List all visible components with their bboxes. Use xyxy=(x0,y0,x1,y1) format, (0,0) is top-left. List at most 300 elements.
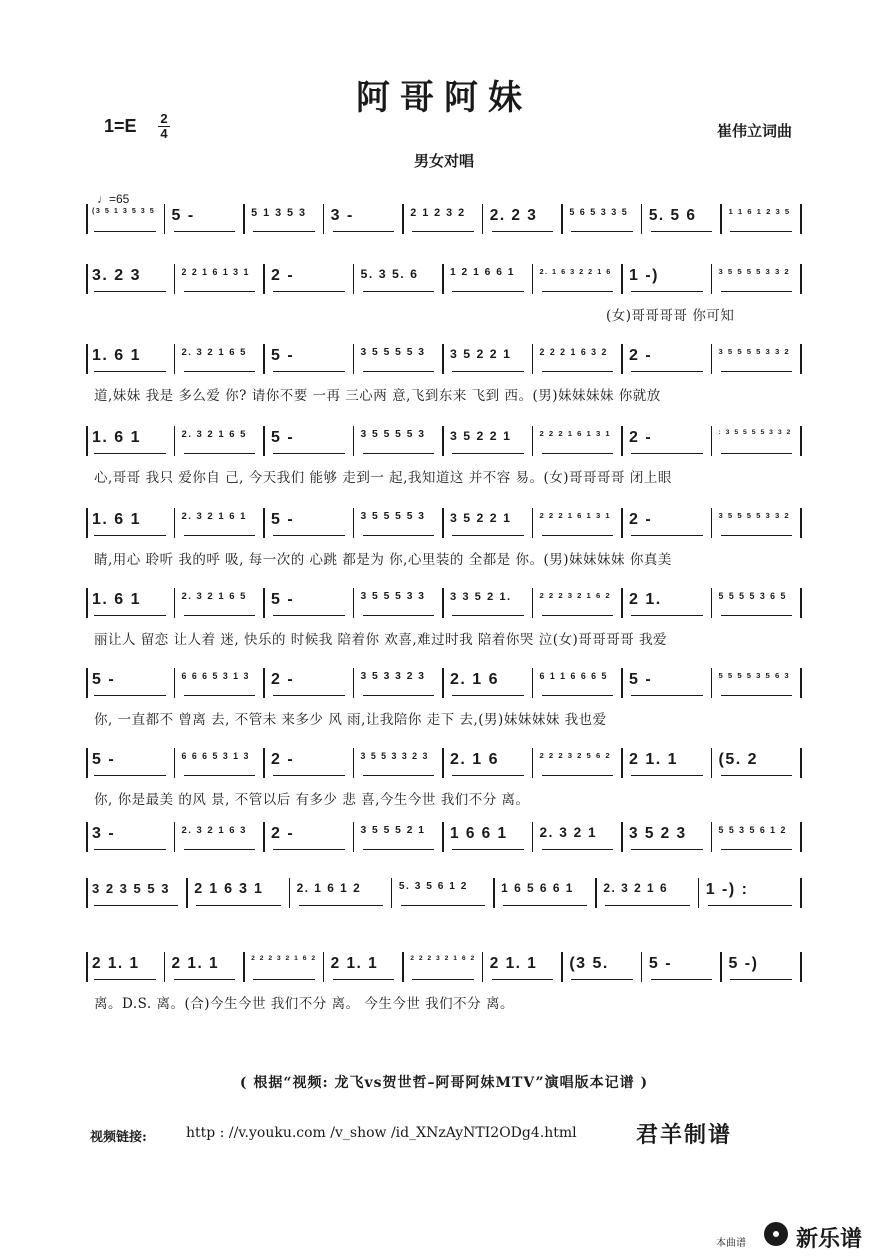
bar-line xyxy=(532,426,534,456)
bar-line xyxy=(263,508,265,538)
measure-notes: 2. 1 6 3 2 2 1 6 xyxy=(539,267,612,276)
bar-line xyxy=(353,508,355,538)
bar-line xyxy=(493,878,495,908)
measure-notes: 5 - xyxy=(629,671,653,688)
time-signature xyxy=(158,113,170,140)
measure-notes: 2 1. 1 xyxy=(629,751,679,768)
bar-line xyxy=(323,952,325,982)
bar-line xyxy=(720,952,722,982)
bar-line xyxy=(800,878,802,908)
bar-line xyxy=(174,426,176,456)
beat-underline xyxy=(542,371,614,372)
beat-underline xyxy=(492,231,554,232)
bar-line xyxy=(323,204,325,234)
bar-line xyxy=(621,264,623,294)
bar-line xyxy=(621,426,623,456)
bar-line xyxy=(800,822,802,852)
score-row xyxy=(86,748,802,818)
measure-notes: 3 3 5 2 1. xyxy=(450,591,512,603)
measure-notes: 3 5 2 3 xyxy=(629,825,687,842)
beat-underline xyxy=(253,231,315,232)
score-row xyxy=(86,588,802,658)
beat-underline xyxy=(273,695,345,696)
beat-underline xyxy=(94,615,166,616)
bar-line xyxy=(595,878,597,908)
bar-line xyxy=(174,508,176,538)
measure-notes: 5 5 3 5 6 1 2 xyxy=(718,825,787,835)
time-signature-bottom: 4 xyxy=(160,126,168,141)
beat-underline xyxy=(253,979,315,980)
measure-notes: (5. 2 xyxy=(718,751,759,768)
beat-underline xyxy=(196,905,280,906)
bar-line xyxy=(86,264,88,294)
bar-line xyxy=(442,822,444,852)
bar-line xyxy=(164,204,166,234)
bar-line xyxy=(711,344,713,374)
beat-underline xyxy=(184,695,256,696)
beat-underline xyxy=(605,905,689,906)
bar-line xyxy=(86,508,88,538)
bar-line xyxy=(711,508,713,538)
beat-underline xyxy=(542,775,614,776)
bar-line xyxy=(800,344,802,374)
beat-underline xyxy=(363,453,435,454)
beat-underline xyxy=(651,231,713,232)
beat-underline xyxy=(492,979,554,980)
bar-line xyxy=(800,204,802,234)
measure-notes: 3 5 5 5 5 3 3 2 xyxy=(718,347,791,356)
measure-notes: (3 5 1 3 5 3 5 xyxy=(92,207,156,215)
measure-notes: 2 - xyxy=(629,511,653,528)
beat-underline xyxy=(94,775,166,776)
beat-underline xyxy=(542,695,614,696)
bar-line xyxy=(532,344,534,374)
measure-notes: 3 5 2 2 1 xyxy=(450,511,512,525)
bar-line xyxy=(532,822,534,852)
measure-notes: 3 5 2 2 1 xyxy=(450,429,512,443)
measure-notes: 2 - xyxy=(271,267,295,284)
bar-line xyxy=(243,952,245,982)
beat-underline xyxy=(184,775,256,776)
beat-underline xyxy=(721,849,793,850)
lyric-line: 睛,用心 聆听 我的呼 吸, 每一次的 心跳 都是为 你,心里装的 全都是 你。(男)妹妹妹妹 你真美 xyxy=(94,552,672,568)
measure-notes: 3. 2 3 xyxy=(92,267,142,284)
bar-line xyxy=(263,822,265,852)
measure-notes: 2 2 2 3 2 1 6 2 xyxy=(539,591,612,600)
source-label: 本曲谱 xyxy=(716,1238,746,1249)
measure-notes: 2 2 2 3 2 5 6 2 xyxy=(539,751,612,760)
measure-notes: 6 6 6 5 3 1 3 xyxy=(181,671,250,681)
bar-line xyxy=(698,878,700,908)
bar-line xyxy=(800,748,802,778)
bar-line xyxy=(561,952,563,982)
measure-notes: 6 1 1 6 6 6 5 xyxy=(539,671,608,681)
measure-notes: 2. 3 2 1 6 xyxy=(603,881,669,895)
measure-notes: 5 1 3 5 3 xyxy=(251,207,307,219)
lyric-line: 心,哥哥 我只 爱你自 己, 今天我们 能够 走到一 起,我知道这 并不容 易。(女)哥哥哥哥 闭上眼 xyxy=(94,470,672,486)
bar-line xyxy=(532,588,534,618)
measure-notes: 2 2 2 1 6 1 3 1 xyxy=(539,429,612,438)
score-row xyxy=(86,668,802,738)
measure-notes: 2. 3 2 1 6 1 xyxy=(181,511,247,522)
bar-line xyxy=(263,588,265,618)
bar-line xyxy=(86,952,88,982)
measure-notes: 1. 6 1 xyxy=(92,591,142,608)
beat-underline xyxy=(542,535,614,536)
beat-underline xyxy=(94,291,166,292)
time-signature-top: 2 xyxy=(160,111,168,126)
beat-underline xyxy=(721,371,793,372)
bar-line xyxy=(800,508,802,538)
measure-notes: 5. 3 5 6 1 2 xyxy=(398,881,468,892)
video-link-label: 视频链接: xyxy=(90,1130,147,1145)
measure-notes: 1. 6 1 xyxy=(92,429,142,446)
bar-line xyxy=(711,822,713,852)
beat-underline xyxy=(94,371,166,372)
measure-notes: 1 6 6 1 xyxy=(450,825,508,842)
beat-underline xyxy=(363,849,435,850)
bar-line xyxy=(800,264,802,294)
bar-line xyxy=(174,748,176,778)
measure-notes: 3 5 5 5 5 3 3 2 xyxy=(718,267,791,276)
measure-notes: 2. 3 2 1 6 3 xyxy=(181,825,247,836)
measure-notes: 2 1. 1 xyxy=(171,955,220,972)
measure-notes: 2. 1 6 1 2 xyxy=(296,881,362,895)
bar-line xyxy=(482,952,484,982)
beat-underline xyxy=(542,453,614,454)
beat-underline xyxy=(631,535,703,536)
beat-underline xyxy=(401,905,485,906)
bar-line xyxy=(442,668,444,698)
beat-underline xyxy=(452,849,524,850)
beat-underline xyxy=(273,371,345,372)
measure-notes: 2 - xyxy=(271,671,295,688)
beat-underline xyxy=(452,371,524,372)
bar-line xyxy=(263,748,265,778)
measure-notes: 3 5 3 3 2 3 xyxy=(360,671,426,682)
source-note: ( 根据“视频: 龙飞vs贺世哲–阿哥阿妹MTV”演唱版本记谱 ) xyxy=(239,1075,649,1091)
bar-line xyxy=(391,878,393,908)
bar-line xyxy=(711,426,713,456)
bar-line xyxy=(86,878,88,908)
score-row xyxy=(86,344,802,414)
bar-line xyxy=(641,952,643,982)
bar-line xyxy=(442,426,444,456)
beat-underline xyxy=(452,535,524,536)
bar-line xyxy=(621,508,623,538)
beat-underline xyxy=(174,231,236,232)
bar-line xyxy=(561,204,563,234)
measure-notes: 3 5 5 3 3 2 3 xyxy=(360,751,429,761)
beat-underline xyxy=(273,775,345,776)
bar-line xyxy=(621,748,623,778)
bar-line xyxy=(711,264,713,294)
beat-underline xyxy=(363,291,435,292)
beat-underline xyxy=(730,231,792,232)
beat-underline xyxy=(273,849,345,850)
beat-underline xyxy=(94,905,178,906)
bar-line xyxy=(442,588,444,618)
measure-notes: 3 5 2 2 1 xyxy=(450,347,512,361)
beat-underline xyxy=(184,291,256,292)
bar-line xyxy=(174,344,176,374)
measure-notes: 2 2 2 3 2 1 6 2 xyxy=(251,955,317,962)
measure-notes: 2. 3 2 1 6 5 xyxy=(181,591,247,602)
bar-line xyxy=(263,668,265,698)
bar-line xyxy=(402,204,404,234)
measure-notes: 2 2 1 6 1 3 1 xyxy=(181,267,250,277)
beat-underline xyxy=(651,979,713,980)
bar-line xyxy=(353,668,355,698)
beat-underline xyxy=(631,775,703,776)
measure-notes: 5 - xyxy=(171,207,195,224)
bar-line xyxy=(532,508,534,538)
beat-underline xyxy=(571,979,633,980)
measure-notes: 2 - xyxy=(629,347,653,364)
bar-line xyxy=(532,264,534,294)
measure-notes: 1 6 5 6 6 1 xyxy=(501,881,574,895)
beat-underline xyxy=(363,371,435,372)
bar-line xyxy=(800,588,802,618)
measure-notes: 2. 1 6 xyxy=(450,751,500,768)
brand-logo: 新乐谱 xyxy=(796,1226,863,1251)
bar-line xyxy=(353,426,355,456)
beat-underline xyxy=(94,979,156,980)
beat-underline xyxy=(184,535,256,536)
measure-notes: 2 - xyxy=(271,751,295,768)
measure-notes: 6 6 6 5 3 1 3 xyxy=(181,751,250,761)
beat-underline xyxy=(363,775,435,776)
measure-notes: 2 - xyxy=(629,429,653,446)
beat-underline xyxy=(94,453,166,454)
measure-notes: 1. 6 1 xyxy=(92,347,142,364)
beat-underline xyxy=(721,291,793,292)
bar-line xyxy=(442,508,444,538)
key-signature: 1=E xyxy=(104,116,137,136)
measure-notes: 3 5 5 5 5 3 xyxy=(360,347,426,358)
measure-notes: 1. 6 1 xyxy=(92,511,142,528)
score-title: 阿哥阿妹 xyxy=(356,78,532,118)
beat-underline xyxy=(542,615,614,616)
score-row xyxy=(86,264,802,334)
bar-line xyxy=(402,952,404,982)
measure-notes: 2. 1 6 xyxy=(450,671,500,688)
bar-line xyxy=(353,264,355,294)
bar-line xyxy=(711,748,713,778)
measure-notes: 2 1. 1 xyxy=(489,955,538,972)
measure-notes: 2 2 2 1 6 3 2 xyxy=(539,347,608,357)
measure-notes: : 3 5 5 5 5 3 3 2 xyxy=(718,429,792,436)
bar-line xyxy=(532,668,534,698)
bar-line xyxy=(174,668,176,698)
bar-line xyxy=(353,588,355,618)
measure-notes: 2 2 2 1 6 1 3 1 xyxy=(539,511,612,520)
beat-underline xyxy=(333,231,395,232)
beat-underline xyxy=(730,979,792,980)
bar-line xyxy=(800,952,802,982)
measure-notes: 1 1 6 1 2 3 5 xyxy=(728,207,791,216)
beat-underline xyxy=(273,535,345,536)
beat-underline xyxy=(503,905,587,906)
beat-underline xyxy=(184,849,256,850)
beat-underline xyxy=(631,453,703,454)
measure-notes: 5 - xyxy=(92,751,116,768)
beat-underline xyxy=(273,291,345,292)
bar-line xyxy=(641,204,643,234)
beat-underline xyxy=(571,231,633,232)
bar-line xyxy=(174,822,176,852)
bar-line xyxy=(174,588,176,618)
beat-underline xyxy=(363,695,435,696)
bar-line xyxy=(442,748,444,778)
measure-notes: 3 - xyxy=(92,825,116,842)
measure-notes: 1 2 1 6 6 1 xyxy=(450,267,515,278)
bar-line xyxy=(800,426,802,456)
performance-note: 男女对唱 xyxy=(413,152,474,170)
beat-underline xyxy=(452,291,524,292)
bar-line xyxy=(243,204,245,234)
bar-line xyxy=(263,344,265,374)
bar-line xyxy=(800,668,802,698)
measure-notes: 3 5 5 5 5 3 3 2 xyxy=(718,511,791,520)
beat-underline xyxy=(542,291,614,292)
beat-underline xyxy=(631,371,703,372)
lyric-line: 丽让人 留恋 让人着 迷, 快乐的 时候我 陪着你 欢喜,难过时我 陪着你哭 泣(女)哥哥哥哥 我爱 xyxy=(94,632,668,648)
measure-notes: 5 - xyxy=(271,591,295,608)
measure-notes: 3 2 3 5 5 3 xyxy=(92,881,170,896)
measure-notes: 5 5 5 5 3 6 5 xyxy=(718,591,787,601)
measure-notes: 2. 3 2 1 xyxy=(539,825,598,840)
measure-notes: 3 5 5 5 5 3 xyxy=(360,429,426,440)
measure-notes: (3 5. xyxy=(569,955,609,972)
beat-underline xyxy=(184,615,256,616)
bar-line xyxy=(621,822,623,852)
transcriber-seal: 君羊制谱 xyxy=(636,1122,733,1148)
bar-line xyxy=(86,204,88,234)
beat-underline xyxy=(273,453,345,454)
bar-line xyxy=(263,426,265,456)
bar-line xyxy=(442,264,444,294)
lyric-line: 你, 你是最美 的风 景, 不管以后 有多少 悲 喜,今生今世 我们不分 离。 xyxy=(94,792,530,808)
beat-underline xyxy=(631,695,703,696)
measure-notes: 3 5 5 5 2 1 xyxy=(360,825,426,836)
bar-line xyxy=(174,264,176,294)
measure-notes: 2 1. 1 xyxy=(330,955,379,972)
composer-credit: 崔伟立词曲 xyxy=(716,122,792,140)
measure-notes: 2 1. 1 xyxy=(92,955,140,972)
tempo-mark: ♩=65 xyxy=(97,192,130,206)
beat-underline xyxy=(412,979,474,980)
record-disc-icon xyxy=(764,1222,788,1246)
measure-notes: 2 - xyxy=(271,825,295,842)
beat-underline xyxy=(542,849,614,850)
bar-line xyxy=(621,668,623,698)
beat-underline xyxy=(452,453,524,454)
beat-underline xyxy=(363,615,435,616)
score-row xyxy=(86,508,802,578)
measure-notes: 5 6 5 3 3 5 xyxy=(569,207,629,217)
measure-notes: 5. 5 6 xyxy=(648,207,697,224)
bar-line xyxy=(442,344,444,374)
bar-line xyxy=(86,588,88,618)
beat-underline xyxy=(721,453,793,454)
score-row xyxy=(86,878,802,948)
measure-notes: 5 - xyxy=(648,955,673,972)
beat-underline xyxy=(452,775,524,776)
bar-line xyxy=(353,344,355,374)
beat-underline xyxy=(94,231,156,232)
beat-underline xyxy=(412,231,474,232)
beat-underline xyxy=(333,979,395,980)
beat-underline xyxy=(94,695,166,696)
measure-notes: 5 - xyxy=(271,347,295,364)
beat-underline xyxy=(631,291,703,292)
beat-underline xyxy=(184,371,256,372)
measure-notes: 5 - xyxy=(271,429,295,446)
bar-line xyxy=(86,748,88,778)
video-link[interactable]: http : //v.youku.com /v_show /id_XNzAyNTI2ODg4.html xyxy=(186,1125,577,1141)
bar-line xyxy=(164,952,166,982)
beat-underline xyxy=(721,775,793,776)
beat-underline xyxy=(708,905,792,906)
beat-underline xyxy=(363,535,435,536)
measure-notes: 2. 3 2 1 6 5 xyxy=(181,429,247,440)
measure-notes: 2. 2 3 xyxy=(489,207,538,224)
beat-underline xyxy=(631,615,703,616)
measure-notes: 1 -) xyxy=(629,267,659,284)
measure-notes: 1 -) : xyxy=(705,881,749,898)
bar-line xyxy=(353,822,355,852)
bar-line xyxy=(186,878,188,908)
bar-line xyxy=(621,344,623,374)
measure-notes: 2 1 6 3 1 xyxy=(194,881,264,897)
bar-line xyxy=(263,264,265,294)
beat-underline xyxy=(721,695,793,696)
beat-underline xyxy=(184,453,256,454)
bar-line xyxy=(711,588,713,618)
beat-underline xyxy=(721,535,793,536)
measure-notes: 2 2 2 3 2 1 6 2 xyxy=(410,955,476,962)
bar-line xyxy=(289,878,291,908)
measure-notes: 5 - xyxy=(92,671,116,688)
measure-notes: 3 5 5 5 5 3 xyxy=(360,511,426,522)
bar-line xyxy=(86,668,88,698)
measure-notes: 2. 3 2 1 6 5 xyxy=(181,347,247,358)
measure-notes: 3 5 5 5 3 3 xyxy=(360,591,426,602)
bar-line xyxy=(532,748,534,778)
bar-line xyxy=(621,588,623,618)
bar-line xyxy=(353,748,355,778)
measure-notes: 5 - xyxy=(271,511,295,528)
beat-underline xyxy=(721,615,793,616)
measure-notes: 2 1 2 3 2 xyxy=(410,207,466,219)
beat-underline xyxy=(299,905,383,906)
measure-notes: 5 5 5 5 3 5 6 3 xyxy=(718,671,791,680)
measure-notes: 5. 3 5. 6 xyxy=(360,267,419,281)
lyric-line: 离。D.S. 离。(合)今生今世 我们不分 离。 今生今世 我们不分 离。 xyxy=(94,996,514,1012)
bar-line xyxy=(711,668,713,698)
bar-line xyxy=(86,822,88,852)
beat-underline xyxy=(174,979,236,980)
measure-notes: 5 -) xyxy=(728,955,759,972)
bar-line xyxy=(86,426,88,456)
score-row xyxy=(86,952,802,1022)
measure-notes: 3 - xyxy=(330,207,354,224)
score-row xyxy=(86,426,802,496)
bar-line xyxy=(482,204,484,234)
bar-line xyxy=(720,204,722,234)
lyric-line: 你, 一直都不 曾离 去, 不管未 来多少 风 雨,让我陪你 走下 去,(男)妹妹妹妹 我也爱 xyxy=(94,712,607,728)
